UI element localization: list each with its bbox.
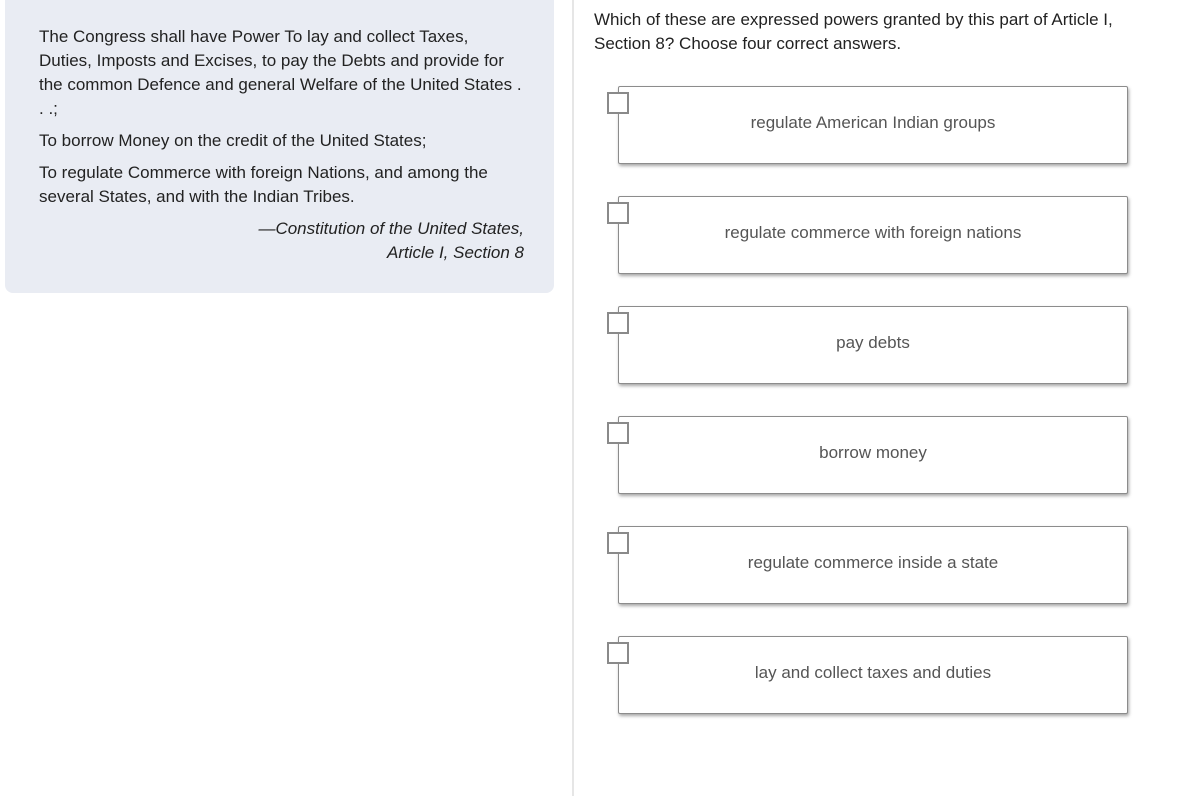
answer-checkbox[interactable] [607, 202, 629, 224]
answer-option-card[interactable] [618, 526, 1128, 604]
citation-line: Article I, Section 8 [386, 243, 524, 262]
answer-option-card[interactable] [618, 416, 1128, 494]
passage-paragraph: To regulate Commerce with foreign Nations, and among the several States, and with the Indian Tribes. [39, 163, 488, 206]
column-divider [572, 0, 574, 796]
passage-paragraph: The Congress shall have Power To lay and collect Taxes, Duties, Imposts and Excises, to pay the Debts and provide for the common Defence and general Welfare of the United States . . .; [39, 27, 522, 118]
answer-options [606, 86, 1130, 746]
answer-checkbox[interactable] [607, 532, 629, 554]
answer-option-label: pay debts [836, 333, 910, 352]
answer-option [618, 526, 1130, 606]
answer-option-label: lay and collect taxes and duties [754, 663, 992, 682]
answer-option-card[interactable] [618, 196, 1128, 274]
answer-checkbox[interactable] [607, 422, 629, 444]
passage-citation [39, 217, 524, 265]
answer-option [618, 636, 1130, 716]
answer-option [618, 196, 1130, 276]
answer-option-label: regulate American Indian groups [750, 113, 996, 132]
passage-panel [5, 0, 554, 293]
answer-option-card[interactable] [618, 306, 1128, 384]
answer-option [618, 306, 1130, 386]
answer-checkbox[interactable] [607, 312, 629, 334]
answer-option-label: regulate commerce inside a state [747, 553, 999, 572]
answer-option-card[interactable] [618, 636, 1128, 714]
passage-paragraph: To borrow Money on the credit of the United States; [39, 131, 427, 150]
answer-option [618, 86, 1130, 166]
answer-option-label: regulate commerce with foreign nations [724, 223, 1022, 242]
answer-option-card[interactable] [618, 86, 1128, 164]
answer-option-label: borrow money [819, 443, 927, 462]
answer-checkbox[interactable] [607, 92, 629, 114]
answer-checkbox[interactable] [607, 642, 629, 664]
citation-line: —Constitution of the United States, [258, 219, 524, 238]
answer-option [618, 416, 1130, 496]
question-text: Which of these are expressed powers granted by this part of Article I, Section 8? Choose four correct answers. [594, 10, 1113, 53]
